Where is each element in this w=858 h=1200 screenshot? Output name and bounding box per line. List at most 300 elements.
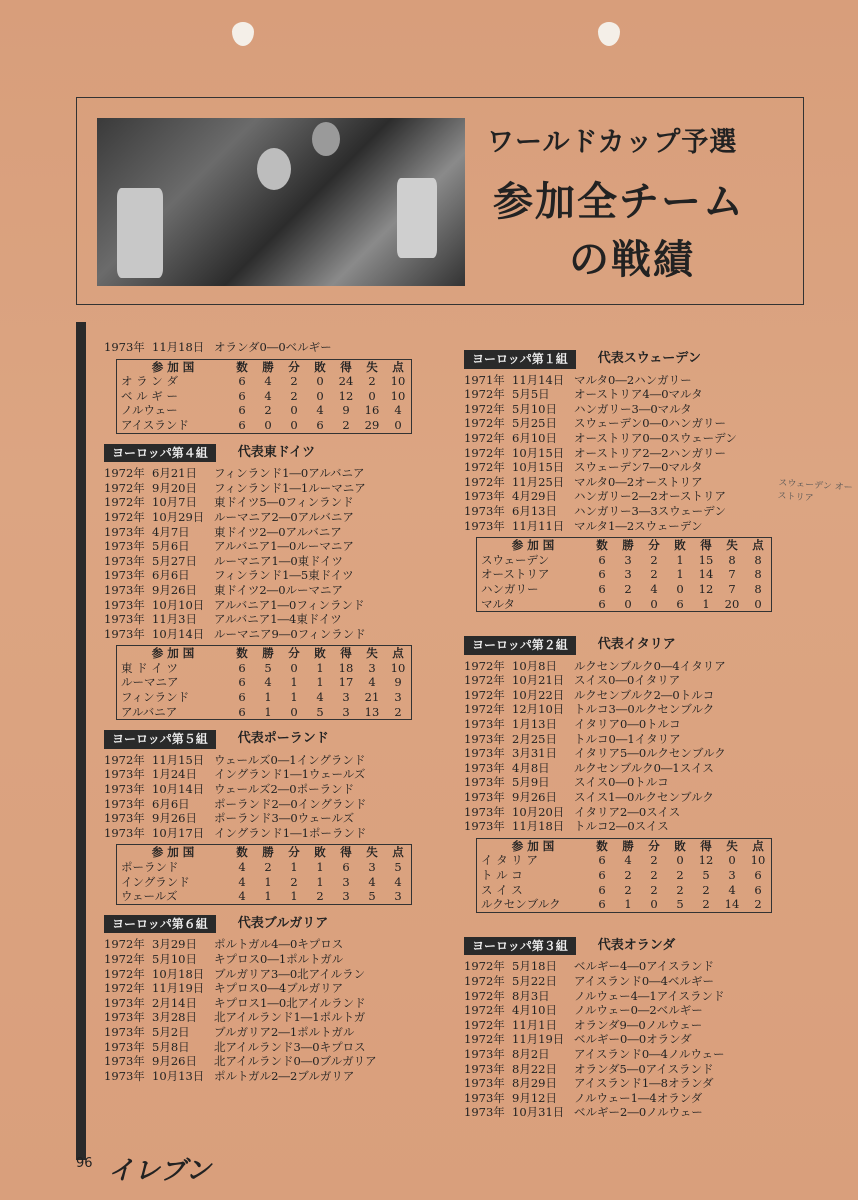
- match-result: ベルギー4―0アイスランド: [574, 959, 714, 974]
- match-result: ブルガリア2―1ポルトガル: [214, 1024, 355, 1039]
- table-cell: 1: [290, 860, 298, 874]
- table-header: 得: [340, 646, 352, 661]
- match-date: 5月27日: [152, 553, 197, 568]
- table-cell: 5: [702, 868, 710, 882]
- table-cell: 4: [264, 374, 272, 389]
- match-row: [464, 402, 804, 417]
- table-cell: 4: [728, 882, 736, 897]
- table-cell: 6: [598, 897, 606, 912]
- match-result: ベルギー0―0オランダ: [574, 1032, 692, 1047]
- table-header: 得: [340, 845, 352, 860]
- table-header: 敗: [314, 646, 326, 661]
- match-date: 10月20日: [512, 804, 565, 819]
- standings-table: [476, 838, 772, 913]
- table-cell: 6: [598, 581, 606, 596]
- table-row: [477, 567, 772, 582]
- match-year: 1973年: [104, 796, 145, 811]
- match-year: 1972年: [464, 401, 505, 416]
- table-cell: 1: [290, 690, 298, 705]
- match-date: 4月10日: [512, 1003, 557, 1018]
- match-row: [104, 340, 434, 355]
- match-date: 12月10日: [512, 702, 565, 717]
- match-date: 11月19日: [512, 1032, 565, 1047]
- table-cell: 1: [702, 596, 710, 611]
- match-date: 11月3日: [152, 612, 197, 627]
- table-cell: 4: [264, 388, 272, 403]
- table-cell: 6: [238, 417, 246, 432]
- match-row: [464, 475, 804, 490]
- table-cell: 2: [624, 581, 632, 596]
- match-year: 1972年: [464, 1032, 505, 1047]
- table-cell: 3: [342, 889, 350, 904]
- match-result: ポルトガル2―2ブルガリア: [214, 1068, 355, 1083]
- match-result: 北アイルランド0―0ブルガリア: [214, 1054, 377, 1069]
- match-year: 1973年: [104, 553, 145, 568]
- match-year: 1972年: [464, 658, 505, 673]
- match-year: 1973年: [104, 340, 145, 354]
- table-cell: 8: [754, 581, 762, 596]
- table-header: 敗: [314, 359, 326, 374]
- match-year: 1973年: [104, 767, 145, 782]
- table-cell: 12: [698, 581, 714, 596]
- table-cell: 2: [624, 882, 632, 897]
- match-year: 1973年: [464, 746, 505, 761]
- match-result: トルコ2―0スイス: [574, 819, 669, 834]
- table-header: 分: [288, 646, 300, 661]
- table-cell: 2: [650, 882, 658, 897]
- table-cell: 15: [698, 552, 714, 567]
- match-result: アルバニア1―0フィンランド: [214, 597, 365, 612]
- table-row: [117, 374, 412, 389]
- match-result: キプロス0―4ブルガリア: [214, 981, 344, 996]
- table-header: 失: [726, 538, 738, 553]
- group-label: ヨーロッパ第１組: [464, 350, 576, 369]
- table-row: [477, 553, 772, 568]
- match-row: [464, 373, 804, 388]
- match-date: 10月18日: [152, 966, 205, 981]
- match-row: [464, 1062, 804, 1077]
- match-year: 1973年: [104, 1010, 145, 1025]
- table-cell: 21: [364, 690, 380, 705]
- table-cell: 0: [650, 897, 658, 912]
- table-cell: 7: [728, 567, 736, 582]
- table-cell: マルタ: [481, 596, 516, 611]
- match-year: 1973年: [104, 568, 145, 583]
- table-cell: 3: [394, 690, 402, 705]
- match-date: 8月22日: [512, 1061, 557, 1076]
- match-date: 5月18日: [512, 959, 557, 974]
- match-row: [464, 790, 804, 805]
- match-row: [464, 1091, 804, 1106]
- table-cell: 0: [650, 596, 658, 611]
- table-cell: 17: [338, 675, 354, 690]
- table-cell: 29: [364, 417, 380, 432]
- match-row: [464, 688, 804, 703]
- table-cell: 0: [290, 704, 298, 719]
- table-header: 数: [596, 538, 608, 553]
- table-header: 参 加 国: [151, 845, 195, 860]
- match-result: ノルウェー4―1アイスランド: [574, 988, 725, 1003]
- table-header: 点: [392, 359, 404, 374]
- table-cell: 0: [290, 660, 298, 675]
- match-row: [464, 416, 804, 431]
- table-header: 数: [236, 646, 248, 661]
- match-result: アルバニア1―0ルーマニア: [214, 539, 354, 554]
- match-result: キプロス1―0北アイルランド: [214, 995, 366, 1010]
- match-date: 5月10日: [512, 401, 557, 416]
- table-row: [117, 889, 412, 904]
- match-row: [104, 1054, 434, 1069]
- match-year: 1972年: [464, 474, 505, 489]
- table-cell: ス イ ス: [481, 882, 523, 897]
- match-year: 1973年: [104, 1068, 145, 1083]
- match-row: [104, 495, 434, 510]
- match-result: 北アイルランド1―1ポルトガ: [214, 1010, 366, 1025]
- standings-table: [116, 844, 412, 904]
- table-row: [117, 389, 412, 404]
- table-header: 勝: [262, 845, 274, 860]
- table-row: [477, 853, 772, 868]
- match-year: 1972年: [464, 988, 505, 1003]
- table-cell: 0: [316, 374, 324, 389]
- match-row: [104, 627, 434, 642]
- table-cell: 6: [238, 403, 246, 418]
- table-cell: 10: [390, 660, 406, 675]
- table-cell: 2: [368, 374, 376, 389]
- match-date: 4月8日: [512, 760, 550, 775]
- match-year: 1973年: [104, 539, 145, 554]
- table-cell: 2: [264, 860, 272, 874]
- match-date: 5月2日: [152, 1024, 190, 1039]
- match-date: 1月13日: [512, 717, 557, 732]
- match-result: トルコ0―1イタリア: [574, 731, 681, 746]
- table-cell: 13: [364, 704, 380, 719]
- table-cell: 2: [290, 388, 298, 403]
- match-year: 1973年: [104, 1024, 145, 1039]
- table-cell: 2: [624, 868, 632, 882]
- match-year: 1972年: [104, 752, 145, 767]
- match-result: スイス0―0トルコ: [574, 775, 669, 790]
- match-result: マルタ0―2ハンガリー: [574, 372, 692, 387]
- table-cell: 24: [338, 374, 354, 389]
- table-cell: 4: [238, 874, 246, 889]
- table-cell: 2: [650, 567, 658, 582]
- match-year: 1972年: [104, 937, 145, 952]
- match-row: [464, 732, 804, 747]
- table-cell: オ ラ ン ダ: [121, 374, 178, 389]
- table-cell: 0: [290, 403, 298, 418]
- group-label: ヨーロッパ第３組: [464, 937, 576, 956]
- match-result: ハンガリー3―0マルタ: [574, 401, 692, 416]
- match-result: ノルウェー0―2ベルギー: [574, 1003, 703, 1018]
- match-row: [104, 753, 434, 768]
- match-row: [464, 702, 804, 717]
- match-date: 5月10日: [152, 951, 197, 966]
- match-result: マルタ0―2オーストリア: [574, 474, 703, 489]
- match-year: 1973年: [104, 626, 145, 641]
- match-date: 11月19日: [152, 981, 205, 996]
- table-cell: 2: [754, 897, 762, 912]
- table-row: [117, 705, 412, 720]
- table-header: 数: [236, 845, 248, 860]
- table-header: 得: [340, 359, 352, 374]
- match-date: 6月6日: [152, 568, 190, 583]
- match-date: 10月15日: [512, 460, 565, 475]
- table-row: [477, 597, 772, 612]
- punch-hole: [598, 22, 620, 46]
- match-result: 北アイルランド3―0キプロス: [214, 1039, 366, 1054]
- table-header: 数: [596, 838, 608, 853]
- match-result: オランダ0―0ベルギー: [214, 340, 332, 354]
- match-row: [104, 466, 434, 481]
- table-cell: 6: [238, 675, 246, 690]
- spacer: [464, 618, 804, 626]
- table-header: 点: [392, 646, 404, 661]
- table-cell: 12: [698, 853, 714, 868]
- standings-table: [116, 359, 412, 434]
- match-date: 5月25日: [512, 416, 557, 431]
- table-cell: アルバニア: [121, 704, 178, 719]
- table-cell: 7: [728, 581, 736, 596]
- match-result: イングランド1―1ウェールズ: [214, 767, 366, 782]
- table-cell: ハンガリー: [481, 581, 539, 596]
- table-header: 勝: [262, 646, 274, 661]
- table-cell: 4: [238, 860, 246, 874]
- table-row: [117, 875, 412, 890]
- match-date: 2月14日: [152, 995, 197, 1010]
- table-header: 失: [366, 359, 378, 374]
- match-result: ポーランド3―0ウェールズ: [214, 811, 355, 826]
- table-cell: 3: [624, 567, 632, 582]
- table-cell: 3: [342, 704, 350, 719]
- match-year: 1971年: [464, 372, 505, 387]
- group-heading: [104, 915, 434, 934]
- match-date: 4月7日: [152, 524, 190, 539]
- match-result: スウェーデン7―0マルタ: [574, 460, 703, 475]
- table-cell: 2: [650, 868, 658, 882]
- table-cell: イングランド: [121, 874, 190, 889]
- match-year: 1972年: [104, 966, 145, 981]
- table-header: 参 加 国: [151, 359, 195, 374]
- standings-table: [476, 537, 772, 612]
- table-cell: ベ ル ギ ー: [121, 388, 178, 403]
- match-result: 東ドイツ5―0フィンランド: [214, 495, 354, 510]
- table-header: 参 加 国: [511, 838, 555, 853]
- match-row: [104, 1025, 434, 1040]
- table-cell: 2: [676, 882, 684, 897]
- match-year: 1972年: [104, 466, 145, 481]
- table-header: 失: [366, 646, 378, 661]
- table-cell: 2: [650, 853, 658, 868]
- table-cell: 16: [364, 403, 380, 418]
- table-cell: ルーマニア: [121, 675, 179, 690]
- match-result: フィンランド1―0アルバニア: [214, 466, 365, 481]
- table-cell: 4: [368, 675, 376, 690]
- table-header: 分: [648, 538, 660, 553]
- table-cell: 6: [598, 552, 606, 567]
- table-header: 数: [236, 359, 248, 374]
- match-result: ウェールズ2―0ポーランド: [214, 782, 355, 797]
- match-date: 10月22日: [512, 687, 565, 702]
- match-result: イタリア2―0スイス: [574, 804, 681, 819]
- header-line3: の戦績: [569, 237, 695, 283]
- table-header: 敗: [314, 845, 326, 860]
- table-header: 点: [392, 845, 404, 860]
- table-cell: 8: [754, 567, 762, 582]
- punch-hole: [232, 22, 254, 46]
- table-cell: 10: [390, 374, 406, 389]
- table-cell: 1: [316, 860, 324, 874]
- table-cell: 0: [264, 417, 272, 432]
- match-date: 1月24日: [152, 767, 197, 782]
- table-cell: 1: [264, 889, 272, 904]
- table-cell: 0: [676, 853, 684, 868]
- standings-table: [116, 645, 412, 720]
- side-bar: [76, 322, 86, 1160]
- match-result: オーストリア0―0スウェーデン: [574, 430, 737, 445]
- table-cell: 1: [264, 874, 272, 889]
- match-result: キプロス0―1ポルトガル: [214, 951, 344, 966]
- match-row: [104, 539, 434, 554]
- match-result: オランダ9―0ノルウェー: [574, 1017, 703, 1032]
- match-result: スウェーデン0―0ハンガリー: [574, 416, 726, 431]
- match-result: トルコ3―0ルクセンブルク: [574, 702, 715, 717]
- match-result: ルクセンブルク0―1スイス: [574, 760, 714, 775]
- match-row: [464, 746, 804, 761]
- match-row: [464, 504, 804, 519]
- match-year: 1973年: [464, 1061, 505, 1076]
- match-row: [464, 659, 804, 674]
- match-date: 10月14日: [152, 782, 205, 797]
- table-cell: 6: [598, 882, 606, 897]
- match-date: 4月29日: [512, 489, 557, 504]
- match-date: 10月17日: [152, 825, 205, 840]
- table-cell: 4: [650, 581, 658, 596]
- group-representative: 代表スウェーデン: [597, 351, 701, 366]
- table-cell: 6: [238, 388, 246, 403]
- match-result: イングランド1―1ポーランド: [214, 825, 367, 840]
- group-heading: [104, 444, 434, 463]
- table-cell: スウェーデン: [481, 552, 550, 567]
- table-cell: 0: [728, 853, 736, 868]
- group-representative: 代表イタリア: [597, 637, 676, 653]
- table-cell: 3: [368, 860, 376, 874]
- table-row: [117, 418, 412, 433]
- table-cell: 3: [728, 868, 736, 882]
- table-header: 点: [752, 838, 764, 853]
- match-row: [104, 952, 434, 967]
- match-year: 1973年: [464, 1090, 505, 1105]
- table-cell: フィンランド: [121, 690, 190, 705]
- table-cell: 12: [338, 388, 354, 403]
- match-result: ハンガリー2―2オーストリア: [574, 489, 727, 504]
- table-row: [117, 860, 412, 875]
- table-cell: 4: [394, 403, 402, 418]
- table-row: [477, 897, 772, 912]
- match-result: ベルギー2―0ノルウェー: [574, 1105, 703, 1120]
- table-cell: ルクセンブルク: [481, 897, 561, 912]
- table-cell: 3: [624, 552, 632, 567]
- table-cell: 4: [368, 874, 376, 889]
- table-cell: 18: [338, 660, 354, 675]
- match-year: 1973年: [104, 825, 145, 840]
- match-date: 3月31日: [512, 746, 557, 761]
- magazine-logo: イレブン: [108, 1156, 211, 1186]
- match-year: 1972年: [464, 387, 505, 402]
- match-year: 1973年: [464, 1076, 505, 1091]
- match-year: 1972年: [464, 959, 505, 974]
- match-result: 東ドイツ2―0ルーマニア: [214, 582, 344, 597]
- match-date: 11月11日: [512, 518, 565, 533]
- match-year: 1973年: [104, 597, 145, 612]
- table-cell: 6: [238, 704, 246, 719]
- match-result: スイス1―0ルクセンブルク: [574, 790, 714, 805]
- table-cell: 0: [316, 388, 324, 403]
- match-date: 3月28日: [152, 1010, 197, 1025]
- table-cell: 4: [394, 874, 402, 889]
- match-result: ルーマニア1―0東ドイツ: [214, 553, 344, 568]
- table-row: [117, 690, 412, 705]
- match-year: 1973年: [104, 612, 145, 627]
- table-cell: 2: [342, 417, 350, 432]
- table-row: [117, 661, 412, 676]
- match-row: [104, 981, 434, 996]
- match-result: ポルトガル4―0キプロス: [214, 937, 344, 952]
- match-date: 10月8日: [512, 658, 557, 673]
- match-result: オランダ5―0アイスランド: [574, 1061, 714, 1076]
- match-year: 1972年: [464, 445, 505, 460]
- match-year: 1973年: [464, 717, 505, 732]
- table-cell: 3: [394, 889, 402, 904]
- table-cell: 6: [754, 868, 762, 882]
- match-result: ハンガリー3―3スウェーデン: [574, 503, 726, 518]
- match-date: 5月8日: [152, 1039, 190, 1054]
- left-column: [104, 340, 434, 1083]
- match-result: スイス0―0イタリア: [574, 673, 681, 688]
- match-result: フィンランド1―1ルーマニア: [214, 480, 366, 495]
- match-row: [464, 1003, 804, 1018]
- match-result: ウェールズ0―1イングランド: [214, 752, 366, 767]
- match-date: 10月7日: [152, 495, 197, 510]
- match-result: ルクセンブルク0―4イタリア: [574, 658, 726, 673]
- match-result: アルバニア1―4東ドイツ: [214, 612, 342, 627]
- match-date: 5月22日: [512, 973, 557, 988]
- group-heading: [464, 937, 804, 956]
- table-cell: 1: [264, 690, 272, 705]
- match-date: 10月21日: [512, 673, 565, 688]
- table-cell: 9: [394, 675, 402, 690]
- match-year: 1973年: [464, 503, 505, 518]
- table-row: [117, 675, 412, 690]
- table-cell: ポーランド: [121, 860, 179, 874]
- group-label: ヨーロッパ第２組: [464, 636, 576, 655]
- table-row: [117, 403, 412, 418]
- table-cell: 5: [676, 897, 684, 912]
- table-cell: 6: [598, 567, 606, 582]
- match-row: [464, 1018, 804, 1033]
- match-row: [464, 1032, 804, 1047]
- table-row: [477, 582, 772, 597]
- table-header: 失: [366, 845, 378, 860]
- match-result: ブルガリア3―0北アイルラン: [214, 966, 366, 981]
- table-cell: 1: [290, 675, 298, 690]
- match-result: ポーランド2―0イングランド: [214, 796, 367, 811]
- table-cell: 0: [290, 417, 298, 432]
- match-year: 1972年: [464, 973, 505, 988]
- match-date: 11月15日: [152, 752, 205, 767]
- match-result: イタリア5―0ルクセンブルク: [574, 746, 726, 761]
- match-year: 1973年: [104, 995, 145, 1010]
